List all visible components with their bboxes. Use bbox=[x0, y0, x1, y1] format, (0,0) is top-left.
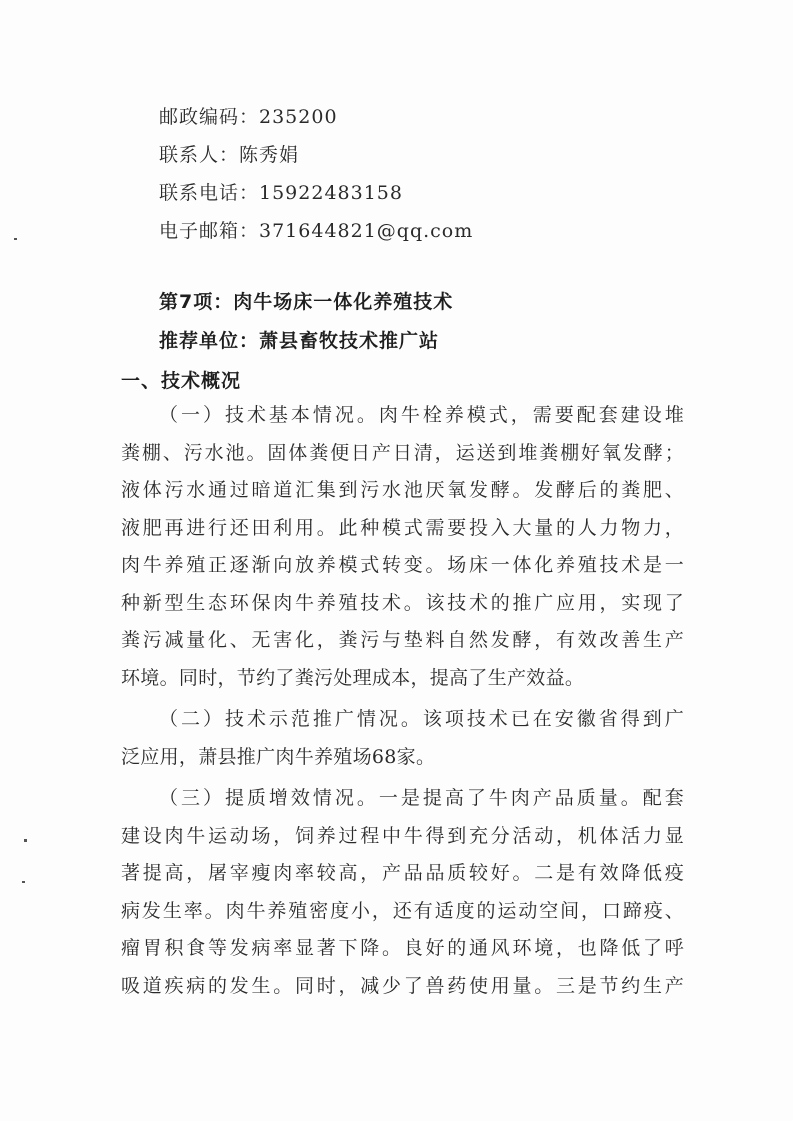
text-line: 种新型生态环保肉牛养殖技术。该技术的推广应用，实现了 bbox=[121, 591, 684, 614]
text-line: （一）技术基本情况。肉牛栓养模式，需要配套建设堆 bbox=[159, 404, 684, 426]
paragraph-efficiency bbox=[121, 780, 684, 1005]
text-line: 病发生率。肉牛养殖密度小，还有适度的运动空间，口蹄疫、 bbox=[121, 899, 684, 922]
text-line: 吸道疾病的发生。同时，减少了兽药使用量。三是节约生产 bbox=[121, 974, 684, 997]
paragraph-promotion bbox=[121, 701, 684, 776]
paragraph-basic-situation bbox=[121, 397, 684, 697]
postal-code: 邮政编码：235200 bbox=[159, 106, 338, 128]
contact-email: 电子邮箱：371644821@qq.com bbox=[159, 220, 474, 242]
contact-person: 联系人：陈秀娟 bbox=[159, 144, 300, 166]
text-line: 液肥再进行还田利用。此种模式需要投入大量的人力物力， bbox=[121, 516, 684, 539]
item-title: 第7项：肉牛场床一体化养殖技术 bbox=[159, 291, 454, 313]
text-line: 泛应用，萧县推广肉牛养殖场68家。 bbox=[121, 745, 436, 768]
text-line: 建设肉牛运动场，饲养过程中牛得到充分活动，机体活力显 bbox=[121, 824, 684, 847]
text-line: 粪污减量化、无害化，粪污与垫料自然发酵，有效改善生产 bbox=[121, 629, 684, 651]
text-line: 粪棚、污水池。固体粪便日产日清，运送到堆粪棚好氧发酵； bbox=[121, 441, 684, 464]
contact-info bbox=[159, 98, 719, 250]
text-line: 瘤胃积食等发病率显著下降。良好的通风环境，也降低了呼 bbox=[121, 937, 684, 959]
text-line: 肉牛养殖正逐渐向放养模式转变。场床一体化养殖技术是一 bbox=[121, 554, 684, 576]
text-line: （三）提质增效情况。一是提高了牛肉产品质量。配套 bbox=[159, 787, 684, 809]
scan-speck bbox=[22, 881, 25, 883]
text-line: 环境。同时，节约了粪污处理成本，提高了生产效益。 bbox=[121, 666, 585, 689]
contact-phone: 联系电话：15922483158 bbox=[159, 182, 403, 204]
scan-speck bbox=[14, 238, 17, 240]
text-line: 液体污水通过暗道汇集到污水池厌氧发酵。发酵后的粪肥、 bbox=[121, 479, 684, 501]
scan-speck bbox=[24, 839, 27, 842]
body-text bbox=[121, 397, 684, 1005]
recommending-unit: 推荐单位：萧县畜牧技术推广站 bbox=[159, 330, 440, 352]
section-heading: 一、技术概况 bbox=[121, 370, 242, 392]
text-line: （二）技术示范推广情况。该项技术已在安徽省得到广 bbox=[159, 708, 684, 730]
text-line: 著提高，屠宰瘦肉率较高，产品品质较好。二是有效降低疫 bbox=[121, 862, 684, 884]
